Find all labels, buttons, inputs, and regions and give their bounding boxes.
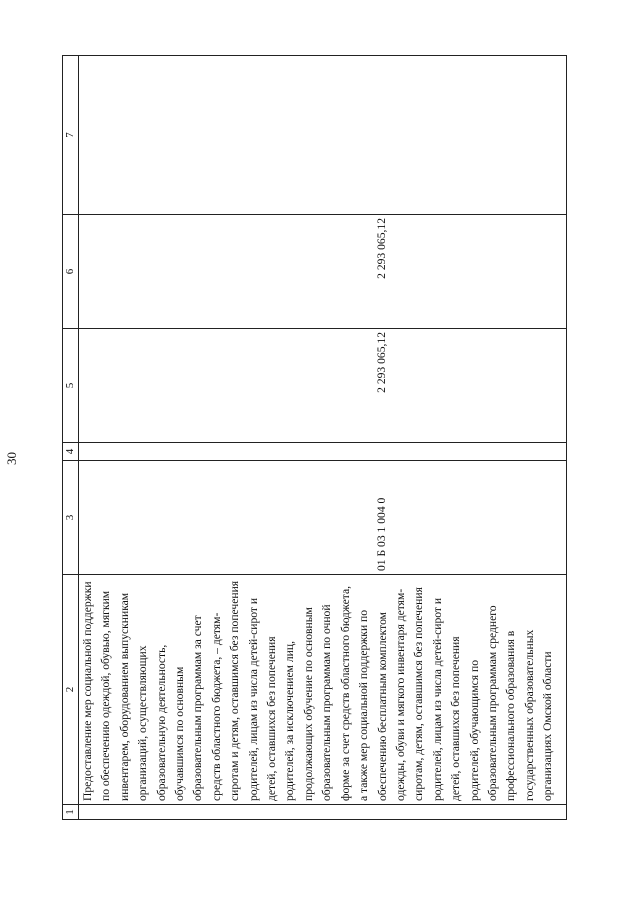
budget-code: 01 Б 03 1 004 0 bbox=[375, 497, 388, 571]
header-col-3: 3 bbox=[63, 461, 79, 575]
table-row bbox=[79, 56, 567, 820]
header-col-7: 7 bbox=[63, 56, 79, 215]
cell-col-6 bbox=[79, 215, 567, 329]
table-header-row bbox=[63, 56, 79, 820]
cell-description: Предоставление мер социальной поддержки по обеспечению одеждой, обувью, мягким инвентарем, оборудованием выпускникам организаций, осуществляющих образовательную деятельность, обучавшимся по основным образовательным программам за счет средств областного бюджета, – детям- сиротам и детям, оставшимся без попечения родителей, лицам из числа детей-сирот и детей, оставшихся без попечения родителей, за исключением лиц, продолжающих обучение по основным образовательным программам по очной форме за счет средств областного бюджета, а также мер социальной поддержки по обеспечению бесплатным комплектом одежды, обуви и мягкого инвентаря детям- сиротам, детям, оставшимся без попечения родителей, лицам из числа детей-сирот и детей, оставшихся без попечения родителей, обучающимся по образовательным программам среднего профессионального образования в государственных образовательных организациях Омской области bbox=[79, 575, 567, 805]
cell-col-1 bbox=[79, 805, 567, 820]
cell-col-7 bbox=[79, 56, 567, 215]
header-col-2: 2 bbox=[63, 575, 79, 805]
amount-col-6: 2 293 065,12 bbox=[375, 218, 388, 279]
amount-col-5: 2 293 065,12 bbox=[375, 332, 388, 393]
header-col-4: 4 bbox=[63, 443, 79, 461]
header-col-5: 5 bbox=[63, 329, 79, 443]
cell-code bbox=[79, 461, 567, 575]
cell-col-4 bbox=[79, 443, 567, 461]
header-col-1: 1 bbox=[63, 805, 79, 820]
budget-table bbox=[62, 55, 567, 820]
page-number: 30 bbox=[4, 452, 19, 465]
cell-col-5 bbox=[79, 329, 567, 443]
header-col-6: 6 bbox=[63, 215, 79, 329]
